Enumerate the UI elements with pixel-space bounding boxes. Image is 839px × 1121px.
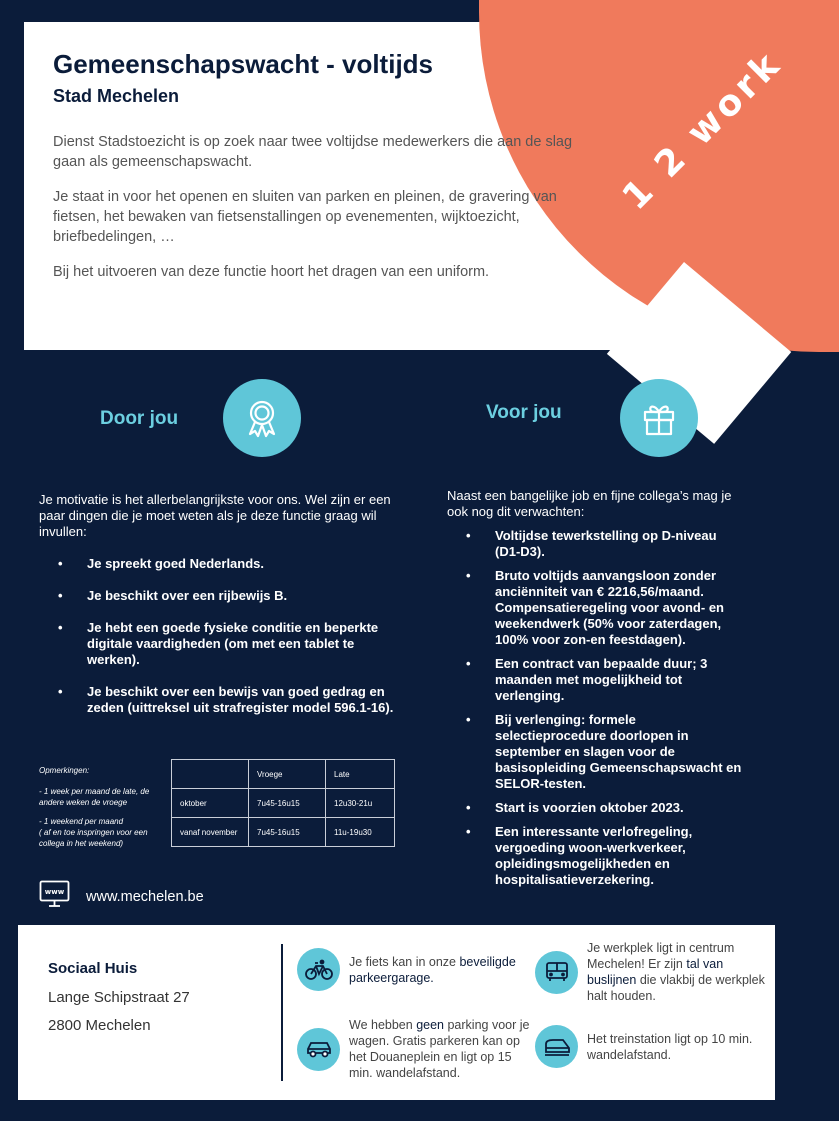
train-text: Het treinstation ligt op 10 min. wandelafstand.	[587, 1031, 753, 1062]
1-2-work-logo: 1 2 work	[614, 42, 791, 219]
gift-icon	[620, 379, 698, 457]
website-link[interactable]: www.mechelen.be	[86, 888, 204, 905]
table-row	[172, 789, 395, 818]
train-icon	[535, 1025, 578, 1068]
intro-paragraph: Je staat in voor het openen en sluiten van parken en pleinen, de gravering van fietsen, het bewaken van fietsenstallingen op evenementen, wijktoezicht, briefbedelingen, …	[53, 189, 557, 245]
remarks-line: - 1 week per maand de late, de andere weken de vroege	[39, 787, 150, 807]
table-header-row	[172, 760, 395, 789]
table-cell	[172, 760, 249, 789]
remarks	[39, 765, 159, 857]
list-item: • Je hebt een goede fysieke conditie en beperkte digitale vaardigheden (om met een tablet te werken).	[87, 620, 402, 668]
list-item: • Je beschikt over een rijbewijs B.	[87, 588, 402, 604]
table-cell: Vroege	[249, 760, 326, 789]
employer-name: Stad Mechelen	[53, 86, 180, 106]
voor-jou-intro: Naast een bangelijke job en fijne collega’s mag je ook nog dit verwachten:	[447, 488, 732, 519]
svg-text:www: www	[44, 888, 65, 896]
list-item: • Je beschikt over een bewijs van goed gedrag en zeden (uittreksel uit strafregister model 596.1-16).	[87, 684, 402, 716]
table-cell: Late	[326, 760, 395, 789]
table-cell: oktober	[172, 789, 249, 818]
table-cell: 12u30-21u	[326, 789, 395, 818]
monitor-icon	[39, 880, 70, 913]
car-icon	[297, 1028, 340, 1071]
table-cell: 7u45-16u15	[249, 789, 326, 818]
intro-paragraph: Bij het uitvoeren van deze functie hoort het dragen van een uniform.	[53, 264, 490, 280]
list-item: • Een contract van bepaalde duur; 3 maanden met mogelijkheid tot verlenging.	[495, 656, 745, 704]
voor-jou-title: Voor jou	[486, 402, 562, 423]
remarks-heading: Opmerkingen:	[39, 766, 90, 775]
job-intro	[53, 132, 583, 297]
award-ribbon-icon	[223, 379, 301, 457]
table-cell: 7u45-16u15	[249, 818, 326, 847]
list-item: • Een interessante verlofregeling, vergoeding woon-werkverkeer, opleidingsmogelijkheden en hospitalisatieverzekering.	[495, 824, 745, 888]
remarks-line: - 1 weekend per maand	[39, 817, 124, 826]
bike-info: Je fiets kan in onze beveiligde parkeergarage.	[297, 948, 527, 991]
remarks-line: ( af en toe inspringen voor een collega in het weekend)	[39, 828, 148, 848]
job-header-card	[24, 22, 791, 350]
job-title: Gemeenschapswacht - voltijds	[53, 49, 434, 79]
list-item: • Start is voorzien oktober 2023.	[495, 800, 745, 816]
benefits-list	[495, 528, 745, 896]
bicycle-icon	[297, 948, 340, 991]
address-city: 2800 Mechelen	[48, 1017, 151, 1034]
table-row	[172, 818, 395, 847]
address-name: Sociaal Huis	[48, 960, 138, 977]
table-cell: 11u-19u30	[326, 818, 395, 847]
list-item: • Bij verlenging: formele selectieprocedure doorlopen in september en slagen voor de basisopleiding Gemeenschapswacht en SELOR-testen.	[495, 712, 745, 792]
door-jou-intro: Je motivatie is het allerbelangrijkste voor ons. Wel zijn er een paar dingen die je moet weten als je deze functie graag wil invullen:	[39, 492, 391, 539]
address-street: Lange Schipstraat 27	[48, 989, 190, 1006]
schedule-table	[171, 759, 395, 847]
divider	[281, 944, 283, 1081]
door-jou-title: Door jou	[100, 408, 179, 429]
location-card	[18, 925, 775, 1100]
bus-info: Je werkplek ligt in centrum Mechelen! Er zijn tal van buslijnen die vlakbij de werkplek halt houden.	[535, 940, 770, 1004]
website-link-row[interactable]	[39, 880, 204, 913]
list-item: • Voltijdse tewerkstelling op D-niveau (D1-D3).	[495, 528, 745, 560]
car-info: We hebben geen parking voor je wagen. Gratis parkeren kan op het Douaneplein en ligt op 15 min. wandelafstand.	[297, 1017, 532, 1081]
bus-icon	[535, 951, 578, 994]
list-item: • Je spreekt goed Nederlands.	[87, 556, 402, 572]
list-item: • Bruto voltijds aanvangsloon zonder anciënniteit van € 2216,56/maand. Compensatieregeling voor avond- en weekendwerk (50% voor zaterdagen, 100% voor zon-en feestdagen).	[495, 568, 745, 648]
train-info	[535, 1025, 770, 1068]
address-block	[48, 960, 190, 1045]
intro-paragraph: Dienst Stadstoezicht is op zoek naar twee voltijdse medewerkers die aan de slag gaan als gemeenschapswacht.	[53, 134, 573, 170]
requirements-list	[87, 556, 402, 732]
table-cell: vanaf november	[172, 818, 249, 847]
